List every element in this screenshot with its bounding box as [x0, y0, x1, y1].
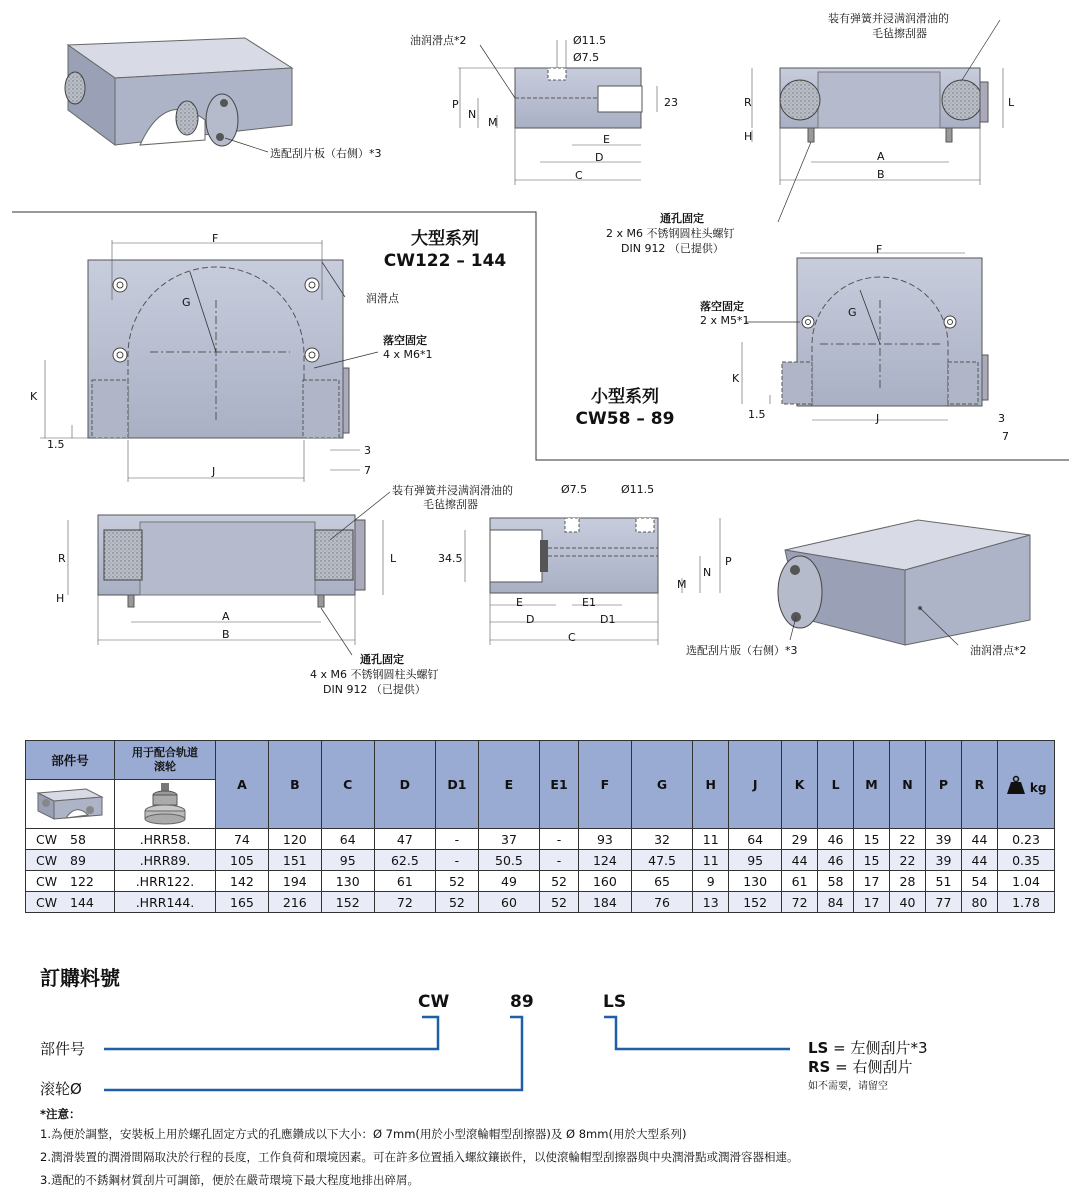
th-R: R	[961, 741, 997, 829]
value-cell: 77	[925, 892, 961, 913]
large-dim-p: P	[725, 555, 732, 568]
value-cell: 46	[818, 829, 854, 850]
large-lube-point-label: 润滑点	[366, 292, 399, 305]
part-series: CW	[36, 873, 58, 889]
weight-icon	[1006, 775, 1026, 795]
top-dim-a: A	[877, 150, 885, 163]
empty-note: 如不需要，请留空	[808, 1081, 888, 1092]
th-wheel: 用于配合轨道 滚轮	[115, 741, 216, 780]
th-F: F	[578, 741, 631, 829]
value-cell: 39	[925, 850, 961, 871]
value-cell: 93	[578, 829, 631, 850]
value-cell: 105	[216, 850, 269, 871]
value-cell: 74	[216, 829, 269, 850]
value-cell: 1.78	[998, 892, 1055, 913]
value-cell: 40	[890, 892, 926, 913]
value-cell: 120	[268, 829, 321, 850]
value-cell: 49	[478, 871, 539, 892]
large-through-fix-line1: 4 x M6 不锈钢圆柱头螺钉	[310, 668, 439, 681]
value-cell: 46	[818, 850, 854, 871]
value-cell: 52	[436, 892, 479, 913]
value-cell: 13	[693, 892, 729, 913]
large-through-fix-title: 通孔固定	[360, 653, 404, 666]
top-dim-e: E	[603, 133, 610, 146]
value-cell: 61	[782, 871, 818, 892]
large-dim-f: F	[212, 232, 219, 245]
large-dim-c: C	[568, 631, 576, 644]
value-cell: 32	[631, 829, 692, 850]
value-cell: 52	[540, 892, 579, 913]
value-cell: 61	[374, 871, 435, 892]
code-ls: LS	[603, 992, 627, 1012]
top-wiper-label-2: 毛毡擦刮器	[872, 27, 927, 40]
value-cell: 194	[268, 871, 321, 892]
value-cell: 28	[890, 871, 926, 892]
part-number-cell	[26, 892, 115, 913]
value-cell: 130	[729, 871, 782, 892]
block-thumbnail-icon	[32, 783, 108, 823]
large-dia-11-5: Ø11.5	[621, 483, 655, 496]
value-cell: 84	[818, 892, 854, 913]
small-dim-j: J	[876, 412, 880, 425]
value-cell: 52	[540, 871, 579, 892]
small-dim-g: G	[848, 306, 857, 319]
top-dim-c: C	[575, 169, 583, 182]
value-cell: 50.5	[478, 850, 539, 871]
code-cw: CW	[418, 992, 450, 1012]
top-dim-m: M	[488, 116, 498, 129]
large-dim-l: L	[390, 552, 397, 565]
top-dia-7-5: Ø7.5	[573, 51, 600, 64]
iso-part-bottom-right	[778, 520, 1030, 645]
th-C: C	[321, 741, 374, 829]
value-cell: 184	[578, 892, 631, 913]
small-dim-f: F	[876, 243, 883, 256]
th-weight: kg	[998, 741, 1055, 829]
th-L: L	[818, 741, 854, 829]
value-cell: 9	[693, 871, 729, 892]
wheel-cell: .HRR89.	[115, 850, 216, 871]
large-through-fix-line2: DIN 912 （已提供）	[323, 683, 426, 696]
large-dim-d1: D1	[600, 613, 616, 626]
large-dim-r: R	[58, 552, 66, 565]
value-cell: 65	[631, 871, 692, 892]
large-dim-m: M	[677, 578, 687, 591]
table-row	[26, 850, 1055, 871]
value-cell: 15	[854, 829, 890, 850]
value-cell: 52	[436, 871, 479, 892]
th-N: N	[890, 741, 926, 829]
value-cell: 152	[729, 892, 782, 913]
value-cell: -	[436, 850, 479, 871]
part-series: CW	[36, 894, 58, 910]
value-cell: 216	[268, 892, 321, 913]
th-part: 部件号	[26, 741, 115, 780]
value-cell: 72	[782, 892, 818, 913]
top-dia-11-5: Ø11.5	[573, 34, 607, 47]
large-dim-7: 7	[364, 464, 371, 477]
th-G: G	[631, 741, 692, 829]
value-cell: 54	[961, 871, 997, 892]
value-cell: 64	[321, 829, 374, 850]
value-cell: 17	[854, 892, 890, 913]
iso-lube-label: 油润滑点*2	[970, 644, 1027, 657]
part-size: 58	[70, 831, 86, 847]
spec-table	[25, 740, 1055, 913]
large-dim-e: E	[516, 596, 523, 609]
value-cell: 165	[216, 892, 269, 913]
value-cell: 124	[578, 850, 631, 871]
table-row	[26, 892, 1055, 913]
value-cell: 44	[782, 850, 818, 871]
large-dim-k: K	[30, 390, 38, 403]
small-series-title: 小型系列 CW58 – 89	[575, 387, 675, 429]
large-wiper-label-1: 装有弹簧并浸满润滑油的	[392, 484, 513, 497]
value-cell: 76	[631, 892, 692, 913]
value-cell: 47.5	[631, 850, 692, 871]
value-cell: 72	[374, 892, 435, 913]
value-cell: 80	[961, 892, 997, 913]
value-cell: 60	[478, 892, 539, 913]
value-cell: 15	[854, 850, 890, 871]
wheel-thumbnail-icon	[140, 781, 190, 825]
large-dim-3: 3	[364, 444, 371, 457]
top-wiper-label-1: 装有弹簧并浸满润滑油的	[828, 12, 949, 25]
small-dim-1-5: 1.5	[748, 408, 766, 421]
part-size: 89	[70, 852, 86, 868]
part-size: 122	[70, 873, 94, 889]
spec-table-body	[26, 829, 1055, 913]
value-cell: 0.23	[998, 829, 1055, 850]
iso-wiper-label: 选配刮片版（右侧）*3	[686, 644, 798, 657]
ls-option: LS = 左侧刮片*3	[808, 1039, 928, 1057]
large-top-view	[40, 240, 378, 482]
value-cell: 22	[890, 829, 926, 850]
table-row	[26, 829, 1055, 850]
small-dim-7: 7	[1002, 430, 1009, 443]
th-part-image	[26, 780, 115, 829]
value-cell: 17	[854, 871, 890, 892]
top-dim-n: N	[468, 108, 477, 121]
part-label: 部件号	[40, 1040, 86, 1058]
th-D1: D1	[436, 741, 479, 829]
wheel-cell: .HRR58.	[115, 829, 216, 850]
note-3: 3.選配的不銹鋼材質刮片可調節，便於在嚴苛環境下最大程度地排出碎屑。	[40, 1173, 419, 1187]
value-cell: 29	[782, 829, 818, 850]
iso-part-top-left	[65, 38, 292, 152]
large-dim-h: H	[56, 592, 65, 605]
large-dim-d: D	[526, 613, 535, 626]
value-cell: 152	[321, 892, 374, 913]
ordering-title: 訂購料號	[40, 966, 120, 990]
th-wheel-image	[115, 780, 216, 829]
top-dim-d: D	[595, 151, 604, 164]
notes	[40, 1105, 798, 1192]
large-dim-e1: E1	[582, 596, 596, 609]
top-lube-point-label: 油润滑点*2	[410, 34, 467, 47]
top-dim-h: H	[744, 130, 753, 143]
value-cell: 37	[478, 829, 539, 850]
large-wiper-label-2: 毛毡擦刮器	[423, 498, 478, 511]
part-series: CW	[36, 831, 58, 847]
large-dim-g: G	[182, 296, 191, 309]
value-cell: 0.35	[998, 850, 1055, 871]
small-blind-fix-title: 落空固定	[700, 300, 744, 313]
th-H: H	[693, 741, 729, 829]
value-cell: 1.04	[998, 871, 1055, 892]
value-cell: 64	[729, 829, 782, 850]
small-top-view	[742, 253, 988, 420]
value-cell: 51	[925, 871, 961, 892]
large-dim-j: J	[212, 465, 216, 478]
wheel-cell: .HRR144.	[115, 892, 216, 913]
large-dim-n: N	[703, 566, 712, 579]
top-through-fix-line2: DIN 912 （已提供）	[621, 242, 724, 255]
th-J: J	[729, 741, 782, 829]
th-M: M	[854, 741, 890, 829]
value-cell: 11	[693, 829, 729, 850]
part-number-cell	[26, 850, 115, 871]
note-2: 2.潤滑裝置的潤滑間隔取決於行程的長度，工作負荷和環境因素。可在許多位置插入螺紋鑲嵌件，以使滾輪帽型刮擦器與中央潤滑點或潤滑容器相連。	[40, 1150, 799, 1164]
small-blind-fix-value: 2 x M5*1	[700, 314, 750, 327]
large-dim-1-5: 1.5	[47, 438, 65, 451]
value-cell: 47	[374, 829, 435, 850]
value-cell: -	[540, 850, 579, 871]
value-cell: -	[540, 829, 579, 850]
value-cell: 22	[890, 850, 926, 871]
value-cell: 95	[729, 850, 782, 871]
value-cell: 58	[818, 871, 854, 892]
small-dim-3: 3	[998, 412, 1005, 425]
value-cell: 39	[925, 829, 961, 850]
section-top-middle	[458, 40, 657, 185]
value-cell: 130	[321, 871, 374, 892]
top-left-wiper-label: 选配刮片板（右侧）*3	[270, 147, 382, 160]
wheel-label: 滚轮Ø	[40, 1080, 82, 1098]
value-cell: 44	[961, 829, 997, 850]
top-dim-l: L	[1008, 96, 1015, 109]
th-E: E	[478, 741, 539, 829]
top-dim-r: R	[744, 96, 752, 109]
top-through-fix-line1: 2 x M6 不锈钢圆柱头螺钉	[606, 227, 735, 240]
small-dim-k: K	[732, 372, 740, 385]
top-through-fix-title: 通孔固定	[660, 212, 704, 225]
large-dim-a: A	[222, 610, 230, 623]
th-E1: E1	[540, 741, 579, 829]
large-dim-34-5: 34.5	[438, 552, 463, 565]
th-A: A	[216, 741, 269, 829]
value-cell: 151	[268, 850, 321, 871]
part-number-cell	[26, 829, 115, 850]
value-cell: 11	[693, 850, 729, 871]
value-cell: 62.5	[374, 850, 435, 871]
part-number-cell	[26, 871, 115, 892]
value-cell: 160	[578, 871, 631, 892]
table-row	[26, 871, 1055, 892]
large-dia-7-5: Ø7.5	[561, 483, 588, 496]
section-top-right	[752, 20, 1003, 222]
large-blind-fix-title: 落空固定	[383, 334, 427, 347]
rs-option: RS = 右侧刮片	[808, 1058, 913, 1076]
value-cell: 95	[321, 850, 374, 871]
large-dim-b: B	[222, 628, 230, 641]
top-dim-b: B	[877, 168, 885, 181]
top-dim-23: 23	[664, 96, 678, 109]
value-cell: 44	[961, 850, 997, 871]
th-K: K	[782, 741, 818, 829]
wheel-cell: .HRR122.	[115, 871, 216, 892]
note-1: 1.為便於調整，安裝板上用於螺孔固定方式的孔應鑽成以下大小：Ø 7mm(用於小型滾輪帽型刮擦器)及 Ø 8mm(用於大型系列)	[40, 1127, 687, 1141]
code-89: 89	[510, 992, 534, 1012]
large-series-title: 大型系列 CW122 – 144	[383, 229, 507, 271]
value-cell: 142	[216, 871, 269, 892]
th-B: B	[268, 741, 321, 829]
notes-title: *注意：	[40, 1107, 81, 1121]
top-dim-p: P	[452, 98, 459, 111]
value-cell: -	[436, 829, 479, 850]
part-series: CW	[36, 852, 58, 868]
part-size: 144	[70, 894, 94, 910]
th-P: P	[925, 741, 961, 829]
th-D: D	[374, 741, 435, 829]
large-blind-fix-value: 4 x M6*1	[383, 348, 433, 361]
